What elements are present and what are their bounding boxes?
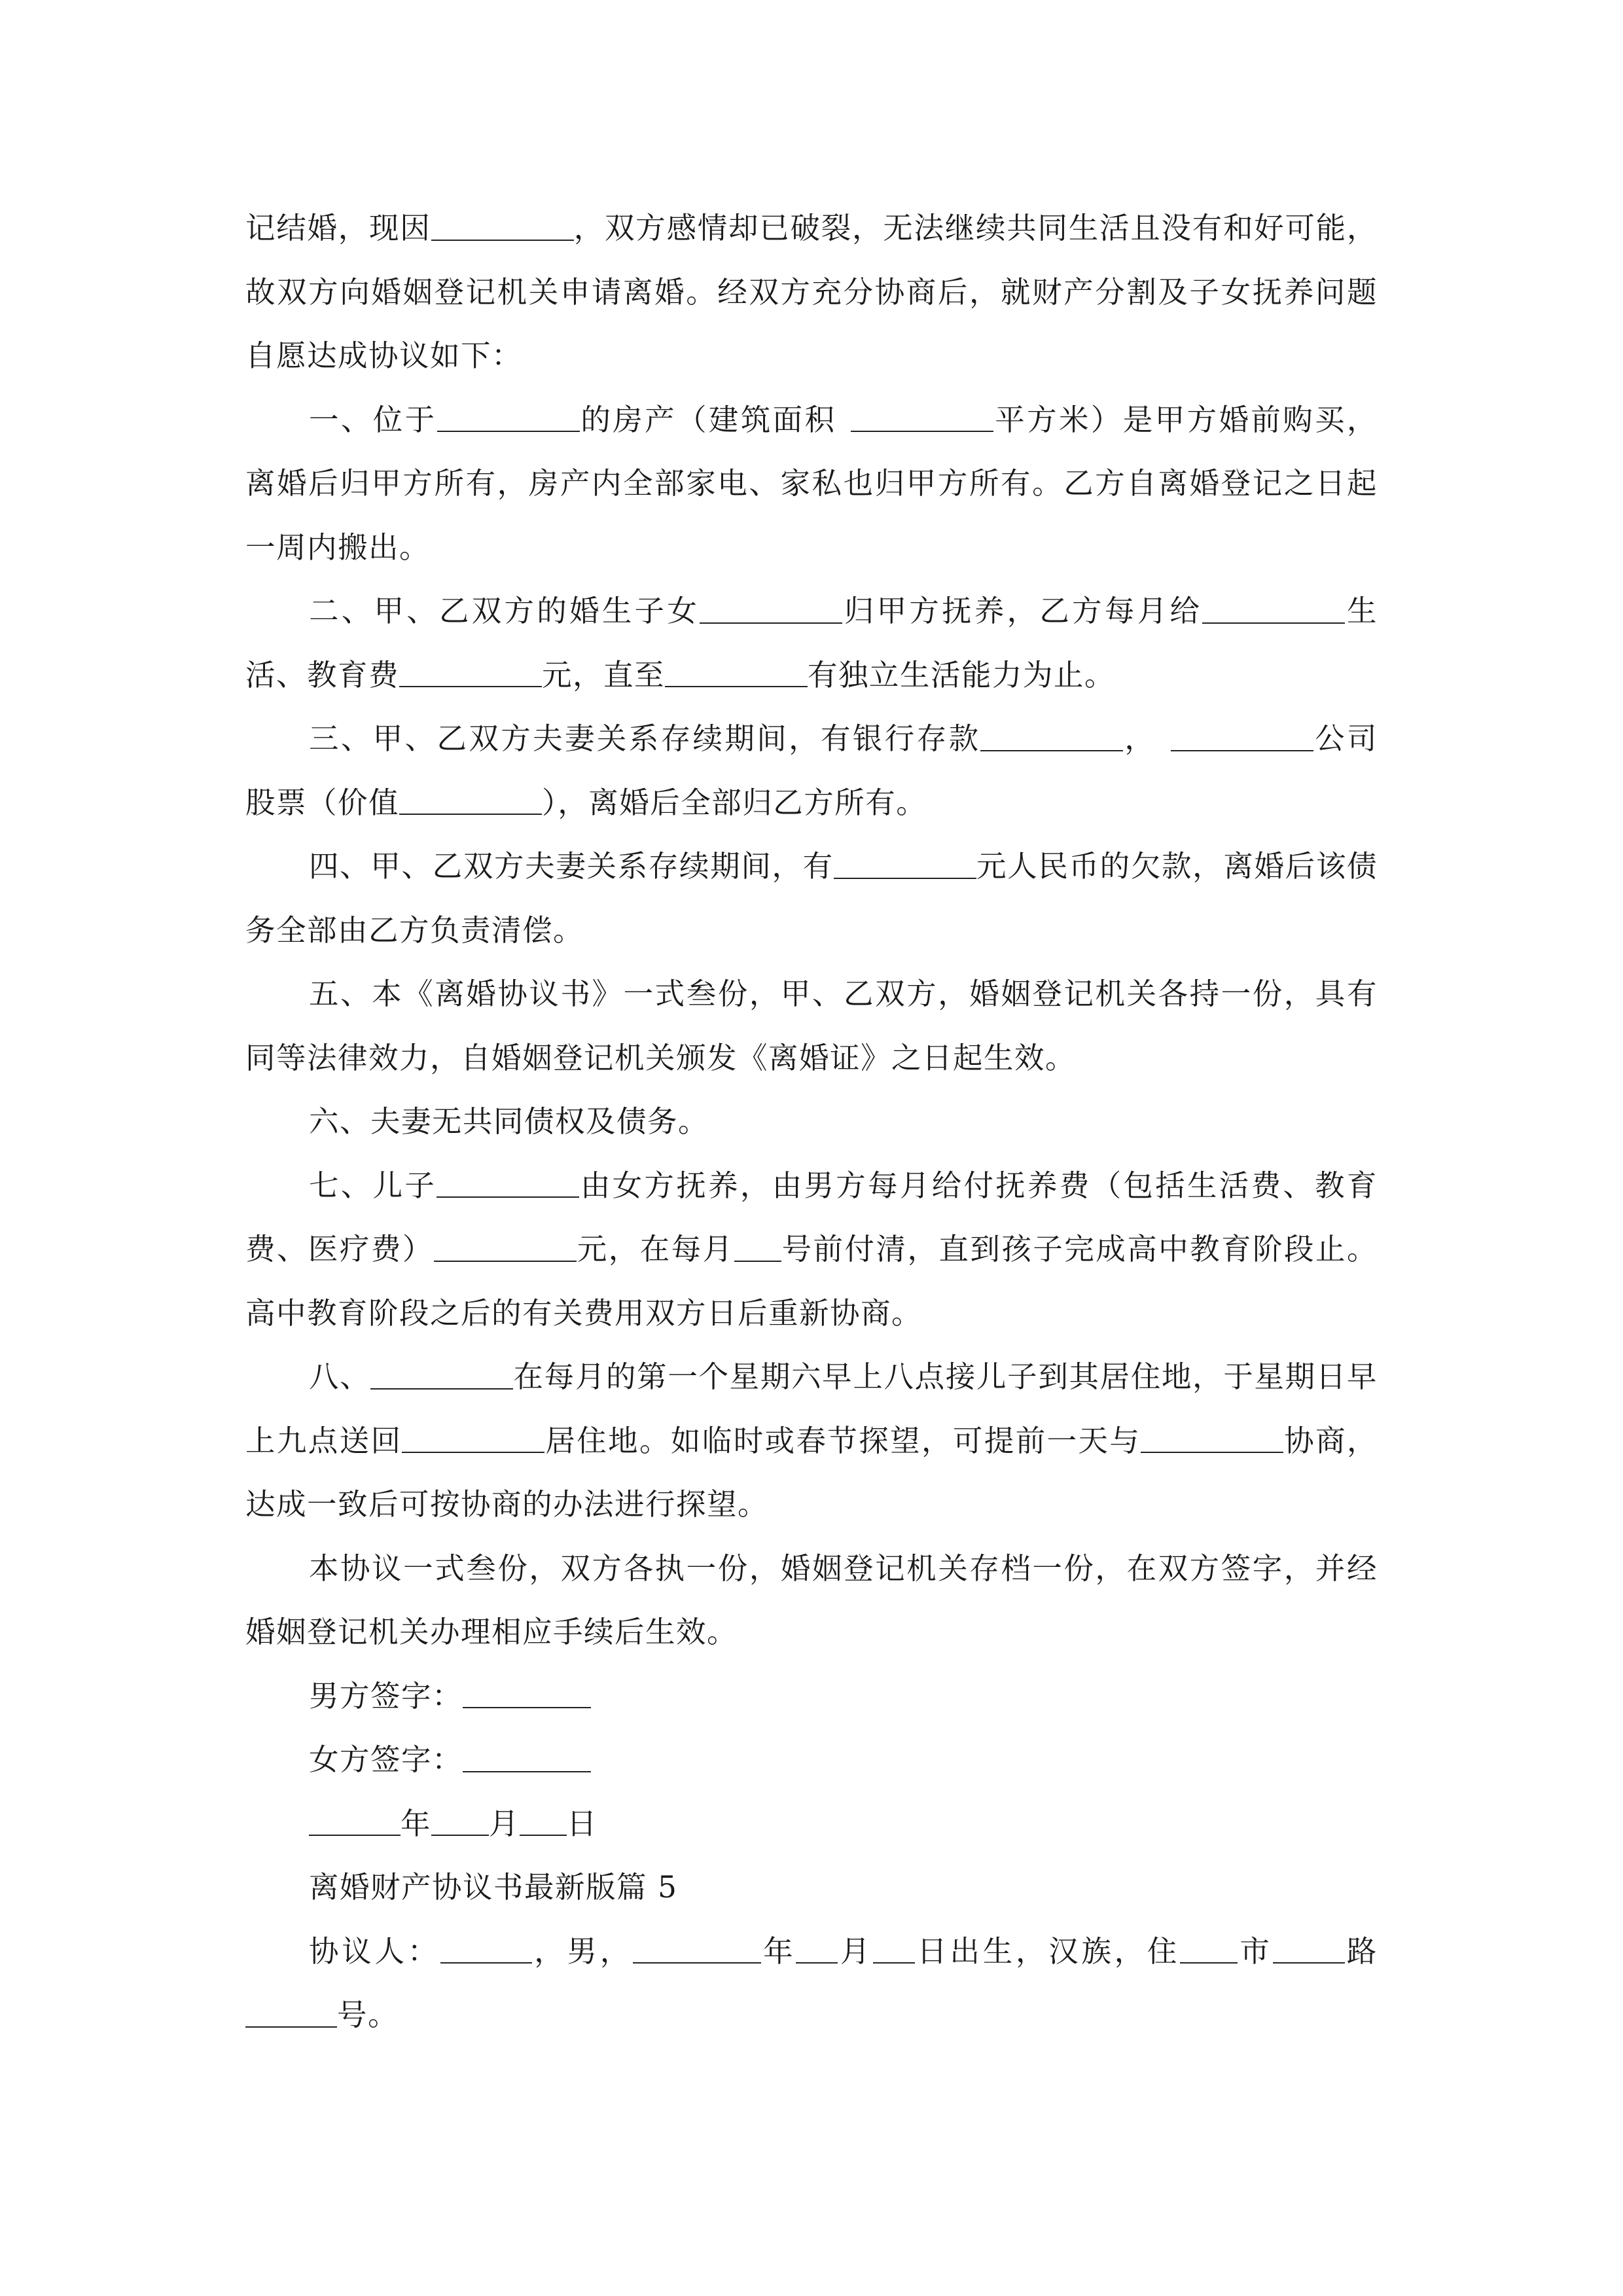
blank-contact-party[interactable] [1141, 1422, 1283, 1454]
birth-day-field[interactable] [873, 1933, 915, 1964]
clause-3-assets: 三、甲、乙双方夫妻关系存续期间，有银行存款 ， 公司股票（价值 ），离婚后全部归乙方所有。 [245, 721, 1378, 820]
house-number-field[interactable] [245, 1996, 337, 2028]
blank-reason[interactable] [431, 209, 574, 241]
blank-visiting-parent[interactable] [370, 1358, 513, 1390]
date-line: 年 月 日 [245, 1792, 1378, 1856]
clause-2-child-custody: 二、甲、乙双方的婚生子女 归甲方抚养，乙方每月给 生活、教育费 元，直至 有独立生活能力为止。 [245, 594, 1378, 692]
blank-support-amount[interactable] [399, 656, 542, 688]
party-info: 协议人： ，男， 年 月 日出生，汉族，住 市 路号。 [245, 1920, 1378, 2047]
blank-pay-day[interactable] [734, 1230, 781, 1262]
section-title: 离婚财产协议书最新版篇 5 [309, 1870, 678, 1905]
clause-6-no-shared-debts: 六、夫妻无共同债权及债务。 [309, 1104, 709, 1139]
clause-7-son-support: 七、儿子 由女方抚养，由男方每月给付抚养费（包括生活费、教育费、医疗费） 元，在每月 号前付清，直到孩子完成高中教育阶段止。高中教育阶段之后的有关费用双方日后重新协商。 [245, 1168, 1378, 1331]
year-field[interactable] [309, 1805, 401, 1837]
document-body [245, 196, 1378, 2047]
blank-company-name[interactable] [1171, 720, 1313, 751]
blank-debt-amount[interactable] [834, 848, 976, 879]
party-name-field[interactable] [440, 1933, 532, 1964]
paragraph-preamble: 记结婚，现因 ，双方感情却已破裂，无法继续共同生活且没有和好可能，故双方向婚姻登记机关申请离婚。经双方充分协商后，就财产分割及子女抚养问题自愿达成协议如下： [245, 211, 1378, 373]
clause-8-visitation: 八、 在每月的第一个星期六早上八点接儿子到其居住地，于星期日早上九点送回 居住地。如临时或春节探望，可提前一天与 协商，达成一致后可按协商的办法进行探望。 [245, 1359, 1378, 1522]
blank-stock-value[interactable] [399, 784, 542, 816]
blank-bank-deposit[interactable] [980, 720, 1123, 751]
male-signature-line: 男方签字： [245, 1664, 1378, 1729]
blank-floor-area[interactable] [851, 401, 993, 433]
blank-property-location[interactable] [437, 401, 580, 433]
female-signature-field[interactable] [463, 1741, 591, 1772]
clause-5-copies: 五、本《离婚协议书》一式叁份，甲、乙双方，婚姻登记机关各持一份，具有同等法律效力，自婚姻登记机关颁发《离婚证》之日起生效。 [245, 977, 1378, 1075]
blank-son-name[interactable] [437, 1167, 579, 1198]
city-field[interactable] [1180, 1933, 1238, 1964]
agreement-validity: 本协议一式叁份，双方各执一份，婚姻登记机关存档一份，在双方签字，并经婚姻登记机关办理相应手续后生效。 [245, 1551, 1378, 1649]
birth-month-field[interactable] [796, 1933, 838, 1964]
male-signature-field[interactable] [463, 1677, 591, 1709]
road-field[interactable] [1273, 1933, 1345, 1964]
blank-child-name[interactable] [700, 592, 842, 624]
birth-year-field[interactable] [633, 1933, 761, 1964]
month-field[interactable] [431, 1805, 489, 1837]
blank-child-recipient[interactable] [1202, 592, 1345, 624]
blank-child-until[interactable] [665, 656, 808, 688]
female-signature-line: 女方签字： [245, 1728, 1378, 1792]
blank-return-residence[interactable] [402, 1422, 544, 1454]
blank-monthly-support[interactable] [434, 1230, 577, 1262]
clause-1-property: 一、位于 的房产（建筑面积 平方米）是甲方婚前购买，离婚后归甲方所有，房产内全部家电、家私也归甲方所有。乙方自离婚登记之日起一周内搬出。 [245, 402, 1378, 565]
day-field[interactable] [520, 1805, 567, 1837]
clause-4-debts: 四、甲、乙双方夫妻关系存续期间，有 元人民币的欠款，离婚后该债务全部由乙方负责清偿。 [245, 849, 1378, 948]
